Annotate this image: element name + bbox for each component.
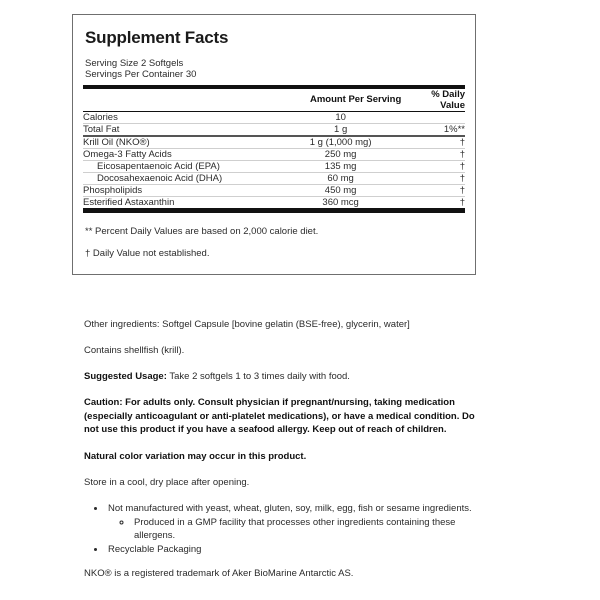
list-item [106, 502, 476, 542]
nutrient-name [83, 172, 275, 184]
column-header-daily-value: % Daily Value [406, 89, 465, 112]
nutrition-table [83, 89, 465, 208]
nutrient-amount: 1 g (1,000 mg) [275, 136, 406, 149]
trademark-notice: NKO® is a registered trademark of Aker BioMarine Antarctic AS. [84, 568, 354, 579]
nutrient-daily-value [406, 111, 465, 123]
nutrient-name [83, 160, 275, 172]
suggested-usage-detail: Take 2 softgels 1 to 3 times daily with food. [166, 371, 350, 382]
table-row [83, 111, 465, 123]
table-row [83, 136, 465, 149]
allergen-sub-bullet-list [108, 516, 476, 542]
table-row [83, 196, 465, 208]
nutrient-amount: 60 mg [275, 172, 406, 184]
nutrient-name: Total Fat [83, 123, 275, 136]
bullet-text-gmp-facility: Produced in a GMP facility that processes other ingredients containing these allergens. [134, 517, 456, 541]
nutrient-amount: 135 mg [275, 160, 406, 172]
nutrient-daily-value: † [406, 160, 465, 172]
nutrition-table-body [83, 111, 465, 208]
table-row [83, 160, 465, 172]
suggested-usage-text [84, 370, 476, 383]
nutrient-name-indented: Docosahexaenoic Acid (DHA) [97, 172, 223, 184]
nutrient-name: Esterified Astaxanthin [83, 196, 175, 208]
caution-text: Caution: For adults only. Consult physician if pregnant/nursing, taking medication (especially anticoagulant or anti-platelet medications), or have a medical condition. Do not use this product if you have a seafood allergy. Keep out of reach of children. [84, 397, 475, 435]
nutrient-amount: 450 mg [275, 184, 406, 196]
nutrient-name: Phospholipids [83, 184, 275, 196]
nutrient-amount: 10 [275, 111, 406, 123]
servings-per-container: Servings Per Container 30 [85, 69, 197, 81]
nutrient-amount: 360 mcg [322, 196, 359, 208]
list-item [106, 543, 476, 556]
nutrient-daily-value: † [406, 172, 465, 184]
natural-color-notice: Natural color variation may occur in this product. [84, 450, 307, 462]
list-item [132, 516, 476, 542]
nutrient-name-indented: Eicosapentaenoic Acid (EPA) [97, 160, 220, 172]
bullet-text-recyclable-packaging: Recyclable Packaging [108, 544, 202, 555]
nutrient-name: Calories [83, 111, 275, 123]
nutrient-name: Krill Oil (NKO®) [83, 136, 275, 149]
label-body-copy [84, 318, 476, 580]
column-header-name [83, 89, 275, 112]
nutrient-name: Omega-3 Fatty Acids [83, 148, 275, 160]
panel-footnote: † Daily Value not established. [85, 247, 210, 259]
table-header-row [83, 89, 465, 112]
serving-size: Serving Size 2 Softgels [85, 57, 184, 69]
nutrient-daily-value: † [406, 184, 465, 196]
table-row [83, 148, 465, 160]
nutrient-daily-value: † [406, 136, 465, 149]
panel-title: Supplement Facts [85, 28, 229, 47]
panel-footnote: ** Percent Daily Values are based on 2,000 calorie diet. [85, 225, 319, 237]
panel-footnotes [83, 213, 465, 266]
nutrient-amount: 250 mg [275, 148, 406, 160]
nutrient-daily-value: † [459, 196, 465, 208]
other-ingredients-text: Other ingredients: Softgel Capsule [bovine gelatin (BSE-free), glycerin, water] [84, 319, 410, 330]
nutrient-daily-value: 1%** [406, 123, 465, 136]
bullet-text-not-manufactured: Not manufactured with yeast, wheat, gluten, soy, milk, egg, fish or sesame ingredients. [108, 503, 472, 514]
supplement-facts-panel [72, 14, 476, 275]
suggested-usage-label: Suggested Usage: [84, 371, 167, 382]
contains-allergen-text: Contains shellfish (krill). [84, 345, 185, 356]
table-row [83, 172, 465, 184]
storage-instructions: Store in a cool, dry place after opening. [84, 477, 250, 488]
nutrient-amount: 1 g [275, 123, 406, 136]
nutrient-daily-value: † [406, 148, 465, 160]
allergen-bullet-list [84, 502, 476, 556]
table-row [83, 184, 465, 196]
column-header-amount: Amount Per Serving [275, 89, 406, 112]
table-row [83, 123, 465, 136]
